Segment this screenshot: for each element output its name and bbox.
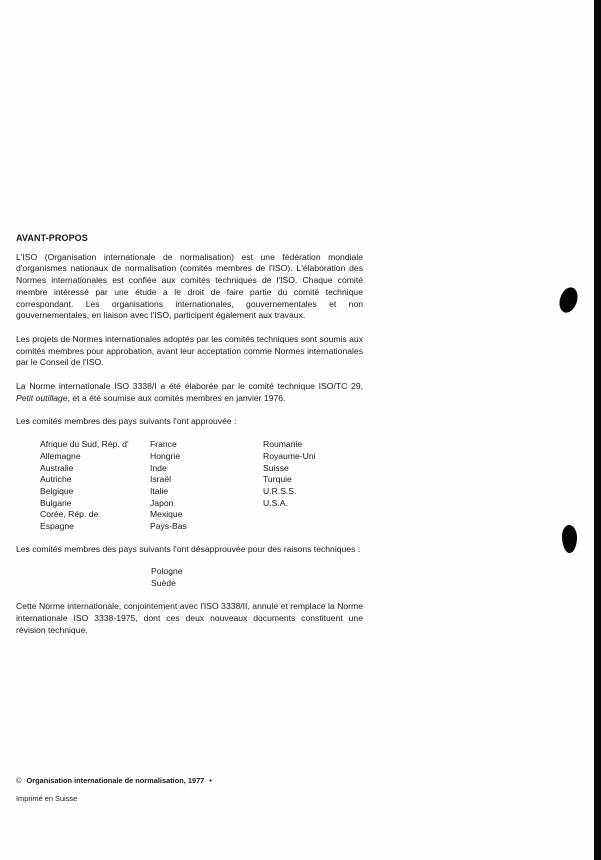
copyright-text: Organisation internationale de normalisation, 1977 [26, 776, 205, 785]
paragraph-approval-process: Les projets de Normes internationales adoptés par les comités techniques sont soumis aux comités membres pour approbation, avant leur acceptation comme Normes internationales par le Conseil de l'ISO. [16, 333, 363, 368]
country-item: Bulgarie [40, 497, 72, 508]
paragraph-standard-origin [16, 381, 363, 404]
foreword-section [16, 233, 363, 648]
country-item: France [150, 439, 177, 450]
copyright-icon: © [16, 776, 22, 785]
committee-title: Petit outillage [16, 392, 68, 403]
disapproved-country-list [151, 566, 363, 589]
country-item: Suède [151, 577, 176, 588]
disapproved-intro: Les comités membres des pays suivants l'ont désapprouvée pour des raisons techniques : [16, 544, 361, 555]
standard-origin-prefix: La Norme internationale ISO 3338/I a été élaborée par le comité technique ISO/TC 29, [16, 381, 363, 392]
paragraph-iso-intro: L'ISO (Organisation internationale de normalisation) est une fédération mondiale d'organismes nationaux de normalisation (comités membres de l'ISO). L'élaboration des Normes internationales est confiée aux comités techniques de l'ISO. Chaque comité membre intéressé par une étude a le droit de faire partie du comité technique correspondant. Les organisations internationales, gouvernementales et non gouvernementales, en liaison avec l'ISO, participent également aux travaux. [16, 251, 363, 321]
approved-country-list [16, 439, 363, 535]
country-item: Afrique du Sud, Rép. d' [40, 439, 129, 450]
country-item: Corée, Rép. de [40, 509, 99, 520]
country-item: Israël [150, 474, 172, 485]
country-item: U.R.S.S. [263, 485, 297, 496]
country-item: Inde [150, 462, 167, 473]
country-column-3 [263, 439, 316, 509]
punch-hole-icon [562, 525, 577, 553]
country-item: Pologne [151, 565, 183, 576]
standard-origin-suffix: , et a été soumise aux comités membres en janvier 1976. [67, 392, 286, 403]
country-item: Japon [150, 497, 174, 508]
country-item: U.S.A. [263, 497, 288, 508]
country-column-1 [40, 439, 129, 533]
country-item: Mexique [150, 509, 183, 520]
printed-in-label: Imprimé en Suisse [16, 794, 78, 803]
paragraph-revision-note: Cette Norme internationale, conjointement avec l'ISO 3338/II, annule et remplace la Norme internationale ISO 3338-1975, dont ces deux nouveaux documents constituent une révision technique. [16, 601, 363, 635]
copyright-line [16, 776, 212, 785]
country-column-2 [150, 439, 187, 533]
page-footer [16, 776, 212, 803]
country-item: Roumanie [263, 439, 303, 450]
approved-intro: Les comités membres des pays suivants l'ont approuvée : [16, 416, 237, 427]
section-heading: AVANT-PROPOS [16, 233, 88, 243]
country-item: Royaume-Uni [263, 450, 316, 461]
country-item: Suisse [263, 462, 289, 473]
country-item: Australie [40, 462, 74, 473]
country-item: Autriche [40, 474, 72, 485]
country-item: Hongrie [150, 450, 181, 461]
country-item: Allemagne [40, 450, 81, 461]
punch-hole-icon [556, 285, 580, 315]
country-item: Espagne [40, 520, 74, 531]
scan-edge-strip [594, 0, 601, 860]
country-item: Belgique [40, 485, 74, 496]
bullet-icon: • [209, 776, 212, 785]
country-item: Turquie [263, 474, 292, 485]
country-item: Italie [150, 485, 169, 496]
country-item: Pays-Bas [150, 520, 187, 531]
